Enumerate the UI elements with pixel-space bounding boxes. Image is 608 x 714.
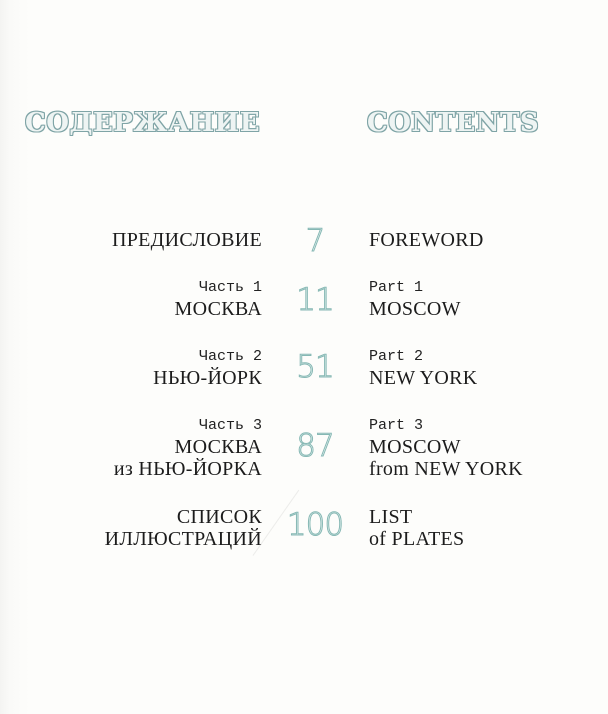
toc-entry-ru xyxy=(175,278,262,320)
page-number: 51 xyxy=(296,349,334,385)
toc-entry-en xyxy=(369,347,478,389)
toc-title-en-line-2: from NEW YORK xyxy=(369,458,523,480)
toc-title-ru: МОСКВА xyxy=(174,436,262,458)
toc-entry-en xyxy=(369,506,464,550)
toc-entry-ru xyxy=(153,347,262,389)
toc-title-en: FOREWORD xyxy=(369,229,484,251)
toc-part-label-ru: Часть 2 xyxy=(198,348,262,365)
toc-title-en: MOSCOW xyxy=(369,436,461,458)
toc-title-en: LIST xyxy=(369,506,413,528)
toc-title-ru-line-2: ИЛЛЮСТРАЦИЙ xyxy=(104,528,262,550)
toc-part-label-en: Part 1 xyxy=(369,279,424,296)
toc-part-label-en: Part 2 xyxy=(369,348,424,365)
page-number: 87 xyxy=(296,428,334,464)
toc-part-label-ru: Часть 1 xyxy=(198,279,262,296)
toc-entry-ru xyxy=(112,229,262,251)
toc-entry-en xyxy=(369,229,484,251)
toc-title-ru: СПИСОК xyxy=(176,506,262,528)
toc-entry-ru xyxy=(114,416,262,480)
toc-part-label-ru: Часть 3 xyxy=(198,417,262,434)
toc-entry-en xyxy=(369,416,523,480)
page-number: 100 xyxy=(286,507,344,543)
toc-title-ru: НЬЮ-ЙОРК xyxy=(153,367,262,389)
heading-ru: СОДЕРЖАНИЕ xyxy=(25,108,261,138)
toc-title-ru-line-2: из НЬЮ-ЙОРКА xyxy=(113,458,262,480)
toc-title-en: NEW YORK xyxy=(369,367,478,389)
toc-title-en: MOSCOW xyxy=(369,298,461,320)
page-number: 7 xyxy=(305,223,325,259)
page-number: 11 xyxy=(296,282,334,318)
heading-en: CONTENTS xyxy=(367,108,540,138)
toc-entry-en xyxy=(369,278,461,320)
toc-title-en-line-2: of PLATES xyxy=(369,528,465,550)
paper-crease xyxy=(253,490,349,591)
toc-part-label-en: Part 3 xyxy=(369,417,424,434)
toc-title-ru: ПРЕДИСЛОВИЕ xyxy=(111,229,262,251)
toc-entry-ru xyxy=(105,506,262,550)
toc-title-ru: МОСКВА xyxy=(174,298,262,320)
